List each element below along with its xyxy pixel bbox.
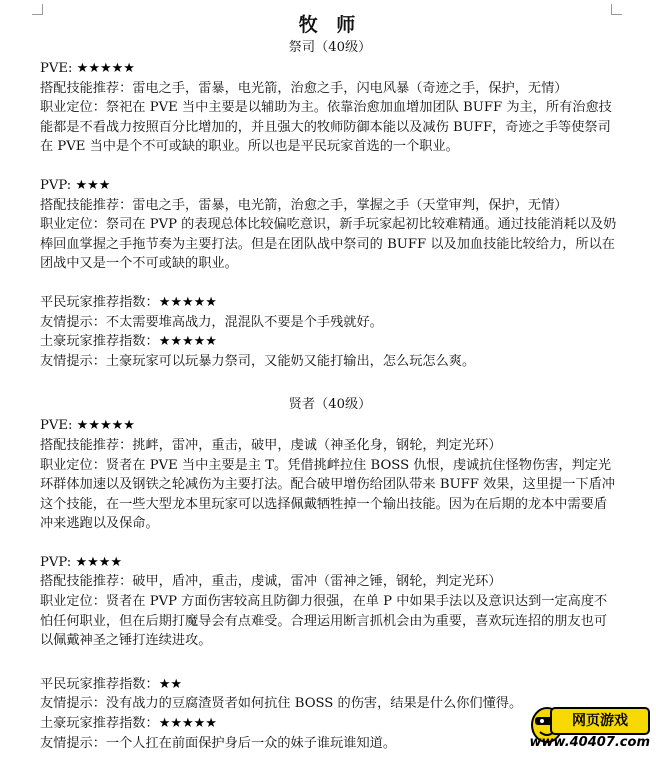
pve-skills: 搭配技能推荐：雷电之手，雷暴，电光箭，治愈之手，闪电风暴（奇迹之手，保护，无情） [40,80,568,96]
site-watermark-logo [530,701,656,757]
document-page [40,12,620,753]
watermark-badge: 网页游戏 [550,707,650,735]
pve-label: PVE: [40,61,77,76]
civilian-label: 平民玩家推荐指数： [40,676,159,692]
star-rating-icon: ★★★★★ [76,418,135,434]
star-rating-icon: ★★★★ [75,554,123,570]
pve-rating [40,416,620,436]
civilian-tip: 友情提示：不太需要堆高战力，混混队不要是个手残就好。 [40,314,383,330]
page-title: 牧 师 [298,14,362,36]
watermark-url: www.40407.com [529,735,650,750]
rich-tip: 友情提示：土豪玩家可以玩暴力祭司，又能奶又能打输出，怎么玩怎么爽。 [40,353,476,369]
rich-tip: 友情提示：一个人扛在前面保护身后一众的妹子谁玩谁知道。 [40,735,397,751]
pve-rating [40,59,620,79]
pvp-rating [40,176,620,196]
pvp-label: PVP: [40,177,76,193]
pvp-role: 职业定位：祭司在 PVP 的表现总体比较偏吃意识，新手玩家起初比较难精通。通过技能消耗以及奶棒回血掌握之手拖节奏为主要打法。但是在团队战中祭司的 BUFF 以及加血技能比较给力，所以在团战中又是一个不可或缺的职业。 [40,217,617,272]
rich-label: 土豪玩家推荐指数： [40,334,159,350]
star-rating-icon: ★★ [158,676,182,692]
star-rating-icon: ★★★★★ [158,334,217,350]
pve-skills: 搭配技能推荐：挑衅，雷冲，重击，破甲，虔诚（神圣化身，钢轮，判定光环） [40,437,502,453]
rich-label: 土豪玩家推荐指数： [40,716,159,732]
star-rating-icon: ★★★★★ [76,61,135,76]
star-rating-icon: ★★★ [75,177,111,193]
pvp-skills: 搭配技能推荐：破甲，盾冲，重击，虔诚，雷冲（雷神之锤，钢轮，判定光环） [40,574,502,590]
section-priest-subtitle: 祭司（40级） [288,40,372,55]
rich-rating [40,332,620,352]
pve-role: 职业定位：贤者在 PVE 当中主要是主 T。凭借挑衅拉住 BOSS 仇恨，虔诚抗住怪物伤害，判定光环群体加速以及钢铁之轮减伤为主要打法。配合破甲增伤给团队带来 BUFF 效果，这里提一下盾冲这个技能，在一些大型龙本里玩家可以选择佩戴牺牲掉一个输出技能。因为在后期的龙本中需要盾冲来逃跑以及保命。 [40,457,615,532]
pvp-rating [40,553,620,573]
civilian-rating [40,293,620,313]
pve-role: 职业定位：祭祀在 PVE 当中主要是以辅助为主。依靠治愈加血增加团队 BUFF 为主，所有治愈技能都是不看战力按照百分比增加的，并且强大的牧师防御本能以及减伤 BUFF，奇迹之手等使祭司在 PVE 当中是个不可或缺的职业。所以也是平民玩家首选的一个职业。 [40,100,612,155]
civilian-rating [40,675,620,695]
civilian-tip: 友情提示：没有战力的豆腐渣贤者如何抗住 BOSS 的伤害，结果是什么你们懂得。 [40,696,523,712]
star-rating-icon: ★★★★★ [158,716,217,732]
pvp-skills: 搭配技能推荐：雷电之手，雷暴，电光箭，治愈之手，掌握之手（天堂审判，保护，无情） [40,197,568,213]
star-rating-icon: ★★★★★ [158,294,217,310]
pvp-label: PVP: [40,554,76,570]
pve-label: PVE: [40,418,77,434]
section-sage-subtitle: 贤者（40级） [288,397,372,413]
civilian-label: 平民玩家推荐指数： [40,294,159,310]
pvp-role: 职业定位：贤者在 PVP 方面伤害较高且防御力很强，在单 P 中如果手法以及意识达到一定高度不怕任何职业，但在后期打魔导会有点难受。合理运用断言抓机会由为重要，喜欢玩连招的朋友也可以佩戴神圣之锤打连续进攻。 [40,594,608,649]
